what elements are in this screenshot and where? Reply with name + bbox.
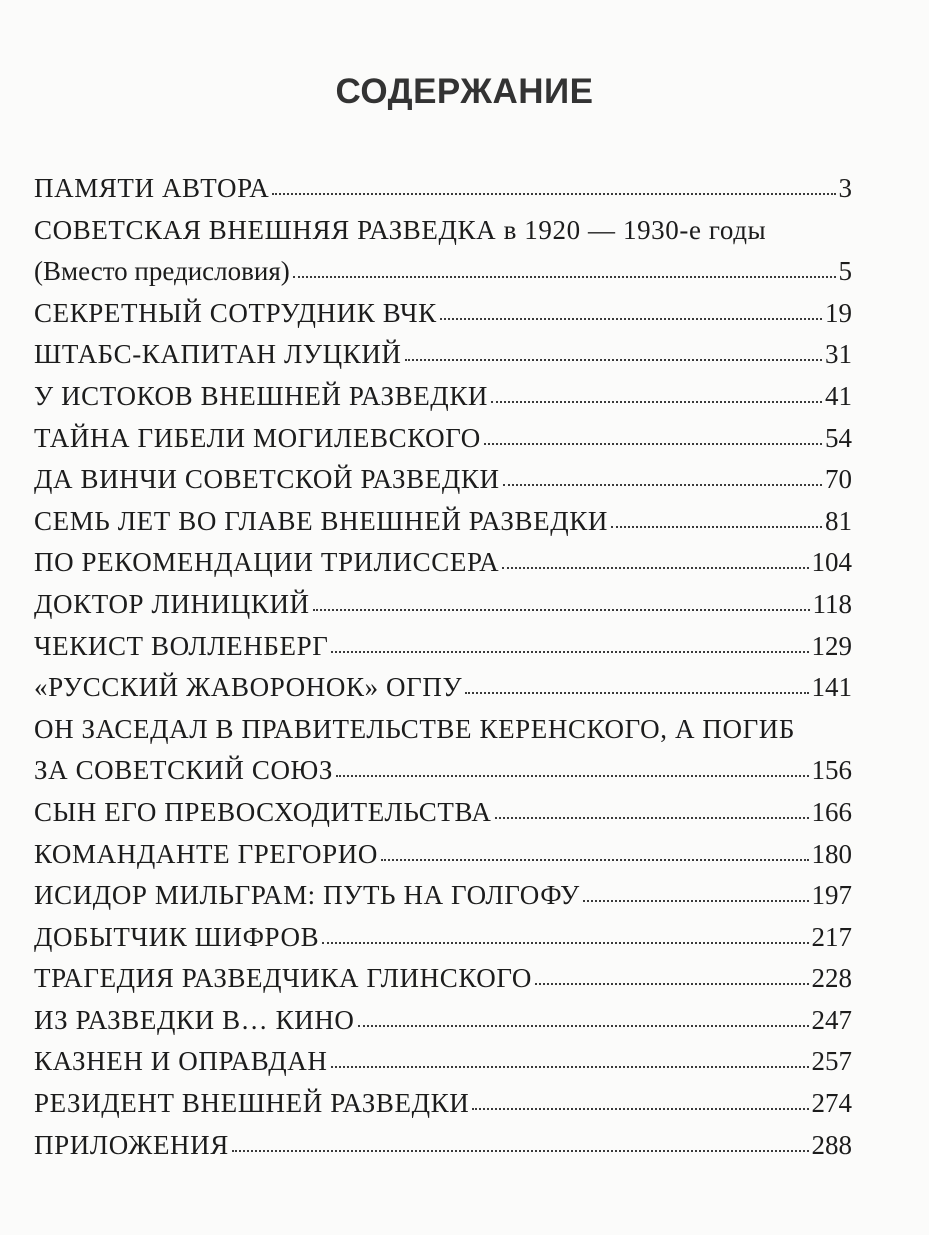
toc-entry-page-number: 19: [825, 297, 852, 328]
toc-entry-page-number: 41: [825, 380, 852, 411]
dot-leader: [381, 859, 809, 861]
toc-entry-title: ПРИЛОЖЕНИЯ: [34, 1129, 229, 1160]
toc-entry: [34, 1000, 852, 1042]
toc-entry-page-number: 247: [811, 1004, 852, 1035]
dot-leader: [535, 983, 808, 985]
toc-entry-title: ЗА СОВЕТСКИЙ СОЮЗ: [34, 755, 334, 786]
toc-entry-title: ПО РЕКОМЕНДАЦИИ ТРИЛИССЕРА: [34, 547, 500, 578]
table-of-contents: [34, 168, 852, 1166]
dot-leader: [583, 900, 809, 902]
dot-leader: [465, 692, 808, 694]
toc-entry: [34, 293, 852, 335]
toc-entry-page-number: 141: [811, 672, 852, 703]
dot-leader: [611, 526, 822, 528]
toc-entry: [34, 334, 852, 376]
toc-entry-page-number: 81: [825, 505, 852, 536]
toc-entry-title: ДА ВИНЧИ СОВЕТСКОЙ РАЗВЕДКИ: [34, 464, 500, 495]
dot-leader: [440, 318, 822, 320]
toc-entry-page-number: 104: [811, 547, 852, 578]
toc-entry: [34, 917, 852, 959]
toc-entry-title: ТАЙНА ГИБЕЛИ МОГИЛЕВСКОГО: [34, 422, 481, 453]
toc-entry-title: СЫН ЕГО ПРЕВОСХОДИТЕЛЬСТВА: [34, 796, 492, 827]
dot-leader: [272, 193, 835, 195]
toc-entry-title: «РУССКИЙ ЖАВОРОНОК» ОГПУ: [34, 672, 463, 703]
toc-entry: [34, 418, 852, 460]
toc-entry-title: У ИСТОКОВ ВНЕШНЕЙ РАЗВЕДКИ: [34, 380, 489, 411]
dot-leader: [495, 817, 809, 819]
toc-entry: [34, 459, 852, 501]
toc-entry-page-number: 288: [811, 1129, 852, 1160]
dot-leader: [331, 651, 808, 653]
toc-entry-page-number: 257: [811, 1046, 852, 1077]
toc-entry-page-number: 166: [811, 796, 852, 827]
toc-entry: [34, 1125, 852, 1167]
toc-entry-title: ШТАБС-КАПИТАН ЛУЦКИЙ: [34, 339, 402, 370]
toc-entry: [34, 542, 852, 584]
toc-entry-title-line: СОВЕТСКАЯ ВНЕШНЯЯ РАЗВЕДКА в 1920 — 1930-е годы: [34, 214, 767, 245]
toc-entry-title: ИЗ РАЗВЕДКИ В… КИНО: [34, 1004, 355, 1035]
dot-leader: [503, 484, 822, 486]
toc-entry-title-line: ОН ЗАСЕДАЛ В ПРАВИТЕЛЬСТВЕ КЕРЕНСКОГО, А ПОГИБ: [34, 713, 796, 744]
toc-entry-page-number: 156: [811, 755, 852, 786]
toc-entry-title: ДОБЫТЧИК ШИФРОВ: [34, 921, 320, 952]
toc-entry: [34, 750, 852, 792]
toc-entry-title: ПАМЯТИ АВТОРА: [34, 173, 270, 203]
toc-entry: [34, 958, 852, 1000]
dot-leader: [502, 567, 808, 569]
toc-entry-title: СЕМЬ ЛЕТ ВО ГЛАВЕ ВНЕШНЕЙ РАЗВЕДКИ: [34, 505, 608, 536]
toc-entry: [34, 1041, 852, 1083]
toc-entry-title: РЕЗИДЕНТ ВНЕШНЕЙ РАЗВЕДКИ: [34, 1088, 470, 1119]
toc-entry-page-number: 180: [811, 838, 852, 869]
toc-entry: [34, 875, 852, 917]
dot-leader: [472, 1108, 808, 1110]
toc-entry-title: КОМАНДАНТЕ ГРЕГОРИО: [34, 838, 378, 869]
toc-entry-page-number: 217: [811, 921, 852, 952]
toc-entry: [34, 1083, 852, 1125]
toc-entry: [34, 584, 852, 626]
toc-entry-page-number: 129: [811, 630, 852, 661]
toc-entry-title: (Вместо предисловия): [34, 256, 290, 287]
dot-leader: [331, 1066, 809, 1068]
toc-entry-page-number: 31: [825, 339, 852, 370]
dot-leader: [232, 1150, 809, 1152]
toc-entry-page-number: 228: [811, 963, 852, 994]
toc-entry-page-number: 54: [825, 422, 852, 453]
dot-leader: [313, 609, 810, 611]
toc-entry-page-number: 197: [811, 880, 852, 911]
toc-entry: [34, 501, 852, 543]
toc-entry: [34, 251, 852, 293]
dot-leader: [484, 443, 822, 445]
toc-entry: [34, 792, 852, 834]
toc-entry: [34, 626, 852, 668]
toc-entry-page-number: 118: [812, 588, 852, 619]
dot-leader: [322, 942, 808, 944]
toc-entry-page-number: 70: [825, 464, 852, 495]
toc-entry: [34, 834, 852, 876]
page-title: СОДЕРЖАНИЕ: [335, 72, 594, 111]
toc-entry-title: СЕКРЕТНЫЙ СОТРУДНИК ВЧК: [34, 297, 437, 328]
toc-entry: [34, 168, 852, 210]
dot-leader: [336, 775, 808, 777]
dot-leader: [358, 1025, 809, 1027]
dot-leader: [405, 359, 822, 361]
toc-entry-page-number: 3: [838, 173, 852, 203]
toc-entry-title: ЧЕКИСТ ВОЛЛЕНБЕРГ: [34, 630, 329, 661]
toc-entry-title: ТРАГЕДИЯ РАЗВЕДЧИКА ГЛИНСКОГО: [34, 963, 533, 994]
toc-entry-page-number: 5: [838, 256, 852, 287]
dot-leader: [293, 276, 836, 278]
toc-entry-title: ИСИДОР МИЛЬГРАМ: ПУТЬ НА ГОЛГОФУ: [34, 880, 580, 911]
toc-entry-title: ДОКТОР ЛИНИЦКИЙ: [34, 588, 310, 619]
toc-entry: [34, 376, 852, 418]
toc-entry-page-number: 274: [811, 1088, 852, 1119]
dot-leader: [491, 401, 822, 403]
toc-entry: [34, 667, 852, 709]
toc-entry-title: КАЗНЕН И ОПРАВДАН: [34, 1046, 328, 1077]
